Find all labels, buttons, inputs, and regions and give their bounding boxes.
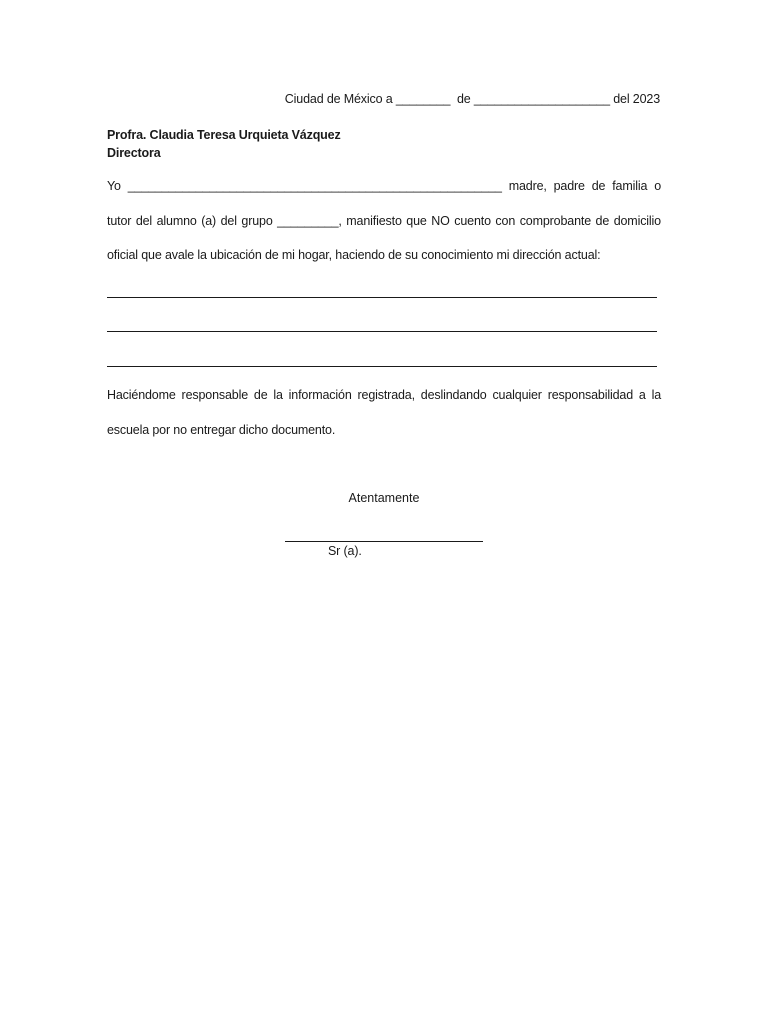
address-blank-line-3 [107, 366, 657, 367]
paragraph-2-line-1: Haciéndome responsable de la información registrada, deslindando cualquier responsabilidad a la [107, 388, 661, 402]
address-blank-line-2 [107, 331, 657, 332]
date-line: Ciudad de México a ________ de ____________________ del 2023 [284, 92, 660, 106]
addressee-name: Profra. Claudia Teresa Urquieta Vázquez [107, 128, 341, 142]
paragraph-1-line-3: oficial que avale la ubicación de mi hogar, haciendo de su conocimiento mi dirección actual: [107, 248, 601, 262]
paragraph-2-line-2: escuela por no entregar dicho documento. [107, 423, 336, 437]
paragraph-1-line-2: tutor del alumno (a) del grupo _________, manifiesto que NO cuento con comprobante de domicilio [107, 214, 661, 228]
paragraph-1-line-1: Yo _______________________________________________________ madre, padre de familia o [107, 179, 661, 193]
addressee-title: Directora [107, 146, 161, 160]
closing: Atentamente [348, 491, 420, 505]
signature-label: Sr (a). [328, 544, 362, 558]
address-blank-line-1 [107, 297, 657, 298]
signature-line [285, 541, 483, 542]
